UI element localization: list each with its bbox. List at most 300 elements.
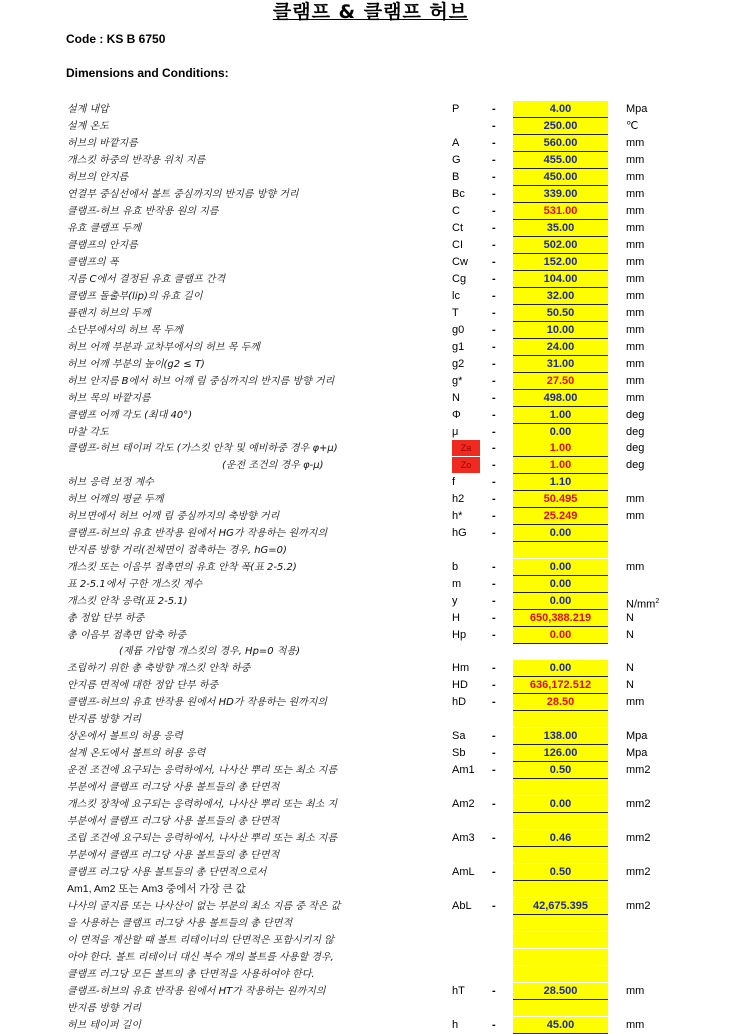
table-row bbox=[0, 728, 741, 745]
value-cell[interactable]: 531.00 bbox=[513, 203, 608, 220]
value-cell[interactable]: 4.00 bbox=[513, 101, 608, 118]
table-row bbox=[0, 186, 741, 203]
row-separator: - bbox=[492, 900, 496, 912]
row-label: 플랜지 허브의 두께 bbox=[67, 308, 151, 319]
value-cell[interactable] bbox=[513, 779, 608, 795]
unit-text: mm bbox=[626, 188, 645, 200]
row-separator: - bbox=[492, 205, 496, 217]
row-label: 유효 클램프 두께 bbox=[67, 223, 141, 234]
row-unit bbox=[626, 729, 647, 744]
row-label: 조립 조건에 요구되는 응력하에서, 나사산 뿌리 또는 최소 지름 bbox=[67, 833, 338, 844]
row-symbol: Hp bbox=[452, 629, 467, 641]
row-separator: - bbox=[492, 324, 496, 336]
row-symbol: y bbox=[452, 595, 458, 607]
row-separator: - bbox=[492, 764, 496, 776]
row-separator: - bbox=[492, 188, 496, 200]
table-row bbox=[0, 677, 741, 694]
row-label: 클램프 어깨 각도 (최대 40°) bbox=[67, 410, 193, 421]
table-row bbox=[0, 660, 741, 677]
row-label: 클램프 돌출부(lip)의 유효 길이 bbox=[67, 291, 203, 302]
table-row bbox=[0, 508, 741, 525]
row-symbol: Cw bbox=[452, 256, 468, 268]
row-unit bbox=[626, 441, 644, 456]
row-label: 지름 C에서 결정된 유효 클램프 간격 bbox=[67, 274, 226, 285]
value-cell[interactable]: 650,388.219 bbox=[513, 610, 608, 627]
value-cell[interactable]: 0.00 bbox=[513, 576, 608, 593]
table-row bbox=[0, 322, 741, 339]
row-unit bbox=[626, 678, 634, 693]
row-symbol: Φ bbox=[452, 409, 461, 421]
unit-text: mm2 bbox=[626, 764, 651, 776]
row-unit bbox=[626, 221, 644, 236]
table-row bbox=[0, 237, 741, 254]
row-unit bbox=[626, 984, 644, 999]
unit-text: mm bbox=[626, 696, 645, 708]
value-cell[interactable]: 32.00 bbox=[513, 288, 608, 305]
row-label: 개스킷 안착 응력(표 2-5.1) bbox=[67, 596, 188, 607]
value-cell[interactable]: 636,172.512 bbox=[513, 677, 608, 694]
unit-text: mm bbox=[626, 392, 645, 404]
row-symbol: Cg bbox=[452, 273, 467, 285]
row-label: 클램프의 안지름 bbox=[67, 240, 138, 251]
row-symbol: g2 bbox=[452, 358, 465, 370]
value-cell[interactable]: 138.00 bbox=[513, 728, 608, 745]
unit-text: deg bbox=[626, 426, 645, 438]
row-separator: - bbox=[492, 358, 496, 370]
value-cell[interactable] bbox=[513, 932, 608, 948]
row-unit bbox=[626, 306, 644, 321]
row-symbol: Am1 bbox=[452, 764, 475, 776]
row-separator: - bbox=[492, 832, 496, 844]
row-unit bbox=[626, 119, 638, 134]
row-label: 클램프 러그당 모든 볼트의 총 단면적을 사용하여야 한다. bbox=[67, 969, 315, 980]
table-row bbox=[0, 203, 741, 220]
row-unit bbox=[626, 695, 644, 710]
row-symbol: C bbox=[452, 205, 460, 217]
row-separator: - bbox=[492, 103, 496, 115]
unit-text: mm bbox=[626, 493, 645, 505]
row-unit bbox=[626, 187, 644, 202]
row-label: 이 면적을 계산할 때 볼트 리테이너의 단면적은 포함시키지 않 bbox=[67, 935, 334, 946]
value-cell[interactable]: 10.00 bbox=[513, 322, 608, 339]
table-row bbox=[0, 576, 741, 593]
row-unit bbox=[626, 408, 644, 423]
value-cell[interactable]: 502.00 bbox=[513, 237, 608, 254]
row-symbol: Sa bbox=[452, 730, 466, 742]
table-row bbox=[0, 966, 741, 983]
row-separator: - bbox=[492, 154, 496, 166]
row-unit bbox=[626, 340, 644, 355]
table-row bbox=[0, 457, 741, 474]
row-separator: - bbox=[492, 595, 496, 607]
row-separator: - bbox=[492, 1019, 496, 1031]
row-label: 허브 안지름 B에서 허브 어깨 림 중심까지의 반지름 방향 거리 bbox=[67, 376, 335, 387]
row-separator: - bbox=[492, 290, 496, 302]
row-unit bbox=[626, 509, 644, 524]
unit-text: mm bbox=[626, 561, 645, 573]
row-unit bbox=[626, 323, 644, 338]
row-symbol: g* bbox=[452, 375, 463, 387]
value-cell[interactable]: 25.249 bbox=[513, 508, 608, 525]
row-separator: - bbox=[492, 392, 496, 404]
row-unit bbox=[626, 492, 644, 507]
table-row bbox=[0, 593, 741, 610]
unit-text: mm bbox=[626, 1019, 645, 1031]
row-label: 클램프-허브의 유효 반작용 원에서 HG가 작용하는 원까지의 bbox=[67, 528, 328, 539]
row-symbol: hG bbox=[452, 527, 467, 539]
row-unit bbox=[626, 289, 644, 304]
table-row bbox=[0, 983, 741, 1000]
table-row bbox=[0, 390, 741, 407]
row-unit bbox=[626, 763, 650, 778]
value-cell[interactable]: 450.00 bbox=[513, 169, 608, 186]
table-row bbox=[0, 305, 741, 322]
row-label: 운전 조건에 요구되는 응력하에서, 나사산 뿌리 또는 최소 지름 bbox=[67, 765, 338, 776]
value-cell[interactable]: 152.00 bbox=[513, 254, 608, 271]
value-cell[interactable] bbox=[513, 813, 608, 829]
row-separator: - bbox=[492, 629, 496, 641]
row-symbol: f bbox=[452, 476, 456, 488]
row-label: 총 이음부 접촉면 압축 하중 bbox=[67, 630, 186, 641]
table-row bbox=[0, 474, 741, 491]
row-symbol: Hm bbox=[452, 662, 470, 674]
unit-text: deg bbox=[626, 442, 645, 454]
row-label: 연결부 중심선에서 볼트 중심까지의 반지름 방향 거리 bbox=[67, 189, 299, 200]
row-symbol: P bbox=[452, 103, 460, 115]
row-label: 부분에서 클램프 러그당 사용 볼트들의 총 단면적 bbox=[67, 782, 280, 793]
value-cell[interactable] bbox=[513, 1000, 608, 1016]
row-label: 설계 내압 bbox=[67, 104, 109, 115]
value-cell[interactable]: 339.00 bbox=[513, 186, 608, 203]
row-label: 개스킷 또는 이음부 접촉면의 유효 안착 폭(표 2-5.2) bbox=[67, 562, 297, 573]
row-label: 설계 온도 bbox=[67, 121, 109, 132]
table-row bbox=[0, 101, 741, 118]
unit-text: N bbox=[626, 662, 634, 674]
row-separator: - bbox=[492, 527, 496, 539]
row-label: 표 2-5.1에서 구한 개스킷 계수 bbox=[67, 579, 203, 590]
table-row bbox=[0, 356, 741, 373]
row-label: 클램프-허브의 유효 반작용 원에서 HD가 작용하는 원까지의 bbox=[67, 697, 328, 708]
row-symbol: Zo bbox=[452, 457, 480, 473]
row-unit bbox=[626, 357, 644, 372]
unit-text: mm bbox=[626, 222, 645, 234]
row-symbol: H bbox=[452, 612, 460, 624]
table-row bbox=[0, 559, 741, 576]
value-cell[interactable]: 1.10 bbox=[513, 474, 608, 491]
row-label: 허브의 안지름 bbox=[67, 172, 129, 183]
table-row bbox=[0, 1000, 741, 1017]
value-cell[interactable]: 50.50 bbox=[513, 305, 608, 322]
value-cell[interactable]: 0.00 bbox=[513, 525, 608, 542]
row-unit bbox=[626, 425, 644, 440]
row-separator: - bbox=[492, 493, 496, 505]
row-unit bbox=[626, 746, 647, 761]
unit-text: mm bbox=[626, 307, 645, 319]
table-row bbox=[0, 694, 741, 711]
table-row bbox=[0, 898, 741, 915]
row-separator: - bbox=[492, 409, 496, 421]
table-row bbox=[0, 643, 741, 660]
value-cell[interactable] bbox=[513, 881, 608, 897]
row-label: 허브 어깨의 평균 두께 bbox=[67, 494, 164, 505]
row-separator: - bbox=[492, 866, 496, 878]
value-cell[interactable] bbox=[513, 915, 608, 931]
row-symbol: CI bbox=[452, 239, 463, 251]
row-label: 부분에서 클램프 러그당 사용 볼트들의 총 단면적 bbox=[67, 850, 280, 861]
table-row bbox=[0, 830, 741, 847]
row-label: 설계 온도에서 볼트의 허용 응력 bbox=[67, 748, 206, 759]
row-label: 안지름 면적에 대한 정압 단부 하중 bbox=[67, 680, 219, 691]
row-unit bbox=[626, 255, 644, 270]
unit-text: Mpa bbox=[626, 747, 648, 759]
unit-text: mm bbox=[626, 154, 645, 166]
value-cell[interactable]: 0.46 bbox=[513, 830, 608, 847]
value-cell[interactable] bbox=[513, 711, 608, 727]
unit-text: deg bbox=[626, 409, 645, 421]
unit-text: mm2 bbox=[626, 832, 651, 844]
unit-text: mm bbox=[626, 341, 645, 353]
row-separator: - bbox=[492, 137, 496, 149]
row-separator: - bbox=[492, 426, 496, 438]
table-row bbox=[0, 932, 741, 949]
value-cell[interactable] bbox=[513, 966, 608, 982]
row-unit bbox=[626, 374, 644, 389]
row-label: 허브면에서 허브 어깨 림 중심까지의 축방향 거리 bbox=[67, 511, 280, 522]
row-symbol: B bbox=[452, 171, 460, 183]
value-cell[interactable]: 42,675.395 bbox=[513, 898, 608, 915]
row-symbol: Am2 bbox=[452, 798, 475, 810]
table-row bbox=[0, 169, 741, 186]
row-symbol: G bbox=[452, 154, 461, 166]
row-symbol: b bbox=[452, 561, 459, 573]
value-cell[interactable] bbox=[513, 847, 608, 863]
table-row bbox=[0, 525, 741, 542]
section-heading: Dimensions and Conditions: bbox=[66, 66, 229, 80]
row-label: 허브 테이퍼 길이 bbox=[67, 1020, 141, 1031]
row-unit bbox=[626, 1018, 644, 1033]
table-row bbox=[0, 135, 741, 152]
row-separator: - bbox=[492, 222, 496, 234]
row-symbol: g1 bbox=[452, 341, 465, 353]
value-cell[interactable]: 0.00 bbox=[513, 593, 608, 610]
value-cell[interactable]: 0.00 bbox=[513, 796, 608, 813]
row-label: 부분에서 클램프 러그당 사용 볼트들의 총 단면적 bbox=[67, 816, 280, 827]
row-symbol: g0 bbox=[452, 324, 465, 336]
row-label: 클램프-허브 유효 반작용 원의 지름 bbox=[67, 206, 219, 217]
unit-text: Mpa bbox=[626, 730, 648, 742]
value-cell[interactable]: 50.495 bbox=[513, 491, 608, 508]
row-label: 조립하기 위한 총 축방향 개스킷 안착 하중 bbox=[67, 663, 251, 674]
row-label: 총 정압 단부 하중 bbox=[67, 613, 145, 624]
value-cell[interactable]: 28.500 bbox=[513, 983, 608, 1000]
unit-text: N bbox=[626, 629, 634, 641]
row-label: 나사의 골지름 또는 나사산이 없는 부분의 최소 지름 중 작은 값 bbox=[67, 901, 341, 912]
row-label: 클램프-허브의 유효 반작용 원에서 HT가 작용하는 원까지의 bbox=[67, 986, 326, 997]
table-row bbox=[0, 745, 741, 762]
value-cell[interactable]: 498.00 bbox=[513, 390, 608, 407]
row-label: (제륨 가압형 개스킷의 경우, Hp=0 적용) bbox=[119, 646, 301, 657]
value-cell[interactable]: 455.00 bbox=[513, 152, 608, 169]
table-row bbox=[0, 424, 741, 441]
value-cell[interactable]: 27.50 bbox=[513, 373, 608, 390]
row-label: 상온에서 볼트의 허용 응력 bbox=[67, 731, 183, 742]
value-cell[interactable]: 24.00 bbox=[513, 339, 608, 356]
value-cell[interactable]: 1.00 bbox=[513, 407, 608, 424]
table-row bbox=[0, 542, 741, 559]
row-label: (운전 조건의 경우 φ-μ) bbox=[222, 460, 324, 471]
row-unit bbox=[626, 831, 650, 846]
value-cell[interactable]: 250.00 bbox=[513, 118, 608, 135]
table-row bbox=[0, 118, 741, 135]
value-cell[interactable]: 31.00 bbox=[513, 356, 608, 373]
value-cell[interactable]: 104.00 bbox=[513, 271, 608, 288]
table-row bbox=[0, 339, 741, 356]
unit-text: mm bbox=[626, 358, 645, 370]
row-unit bbox=[626, 458, 644, 473]
unit-text: mm bbox=[626, 985, 645, 997]
table-row bbox=[0, 864, 741, 881]
value-cell[interactable]: 35.00 bbox=[513, 220, 608, 237]
row-symbol: hT bbox=[452, 985, 465, 997]
row-separator: - bbox=[492, 239, 496, 251]
row-symbol: N bbox=[452, 392, 460, 404]
value-cell[interactable]: 28.50 bbox=[513, 694, 608, 711]
row-label: 반지름 방향 거리 bbox=[67, 714, 141, 725]
value-cell[interactable] bbox=[513, 949, 608, 965]
row-unit bbox=[626, 899, 650, 914]
row-label: 허브 응력 보정 계수 bbox=[67, 477, 154, 488]
value-cell[interactable]: 1.00 bbox=[513, 440, 608, 457]
row-symbol: HD bbox=[452, 679, 468, 691]
value-cell[interactable]: 0.00 bbox=[513, 559, 608, 576]
unit-text: ℃ bbox=[626, 120, 639, 132]
row-separator: - bbox=[492, 341, 496, 353]
table-row bbox=[0, 373, 741, 390]
table-row bbox=[0, 949, 741, 966]
table-row bbox=[0, 152, 741, 169]
table-row bbox=[0, 847, 741, 864]
table-row bbox=[0, 711, 741, 728]
unit-text: mm bbox=[626, 510, 645, 522]
row-separator: - bbox=[492, 375, 496, 387]
row-separator: - bbox=[492, 510, 496, 522]
row-separator: - bbox=[492, 696, 496, 708]
row-label: 소단부에서의 허브 목 두께 bbox=[67, 325, 183, 336]
table-row bbox=[0, 881, 741, 898]
row-label: 반지름 방향 거리 bbox=[67, 1003, 141, 1014]
row-separator: - bbox=[492, 256, 496, 268]
row-symbol: Sb bbox=[452, 747, 466, 759]
value-cell[interactable]: 45.00 bbox=[513, 1017, 608, 1034]
value-cell[interactable]: 0.00 bbox=[513, 627, 608, 644]
table-row bbox=[0, 915, 741, 932]
row-separator: - bbox=[492, 798, 496, 810]
row-separator: - bbox=[492, 561, 496, 573]
row-separator: - bbox=[492, 120, 496, 132]
row-symbol: hD bbox=[452, 696, 467, 708]
unit-text: mm bbox=[626, 273, 645, 285]
table-row bbox=[0, 1017, 741, 1034]
table-row bbox=[0, 407, 741, 424]
row-label: 아야 한다. 볼트 리테이너 대신 복수 개의 볼트를 사용할 경우, bbox=[67, 952, 334, 963]
row-separator: - bbox=[492, 662, 496, 674]
row-symbol: Ct bbox=[452, 222, 463, 234]
unit-text: N bbox=[626, 612, 634, 624]
table-row bbox=[0, 779, 741, 796]
row-symbol: Za bbox=[452, 440, 480, 456]
row-label: Am1, Am2 또는 Am3 중에서 가장 큰 값 bbox=[67, 883, 246, 895]
row-symbol: h2 bbox=[452, 493, 465, 505]
row-symbol: Bc bbox=[452, 188, 465, 200]
table-row bbox=[0, 491, 741, 508]
row-unit bbox=[626, 661, 634, 676]
row-label: 마찰 각도 bbox=[67, 427, 109, 438]
page-title: 클램프 & 클램프 허브 bbox=[272, 1, 469, 23]
unit-text: mm bbox=[626, 375, 645, 387]
row-separator: - bbox=[492, 679, 496, 691]
row-label: 반지름 방향 거리(전체면이 접촉하는 경우, hG=0) bbox=[67, 545, 287, 556]
row-label: 개스킷 하중의 반작용 위치 지름 bbox=[67, 155, 206, 166]
table-row bbox=[0, 813, 741, 830]
unit-text: deg bbox=[626, 459, 645, 471]
value-cell[interactable]: 1.00 bbox=[513, 457, 608, 474]
row-label: 허브 어깨 부분의 높이(g2 ≤ T) bbox=[67, 359, 205, 370]
unit-text: N bbox=[626, 679, 634, 691]
row-unit bbox=[626, 170, 644, 185]
row-symbol: h bbox=[452, 1019, 459, 1031]
unit-text: mm2 bbox=[626, 866, 651, 878]
row-label: 허브 목의 바깥지름 bbox=[67, 393, 151, 404]
row-symbol: h* bbox=[452, 510, 463, 522]
row-unit bbox=[626, 628, 634, 643]
value-cell[interactable] bbox=[513, 542, 608, 558]
row-unit bbox=[626, 611, 634, 626]
table-row bbox=[0, 271, 741, 288]
row-unit bbox=[626, 560, 644, 575]
row-separator: - bbox=[492, 578, 496, 590]
unit-text: mm bbox=[626, 324, 645, 336]
row-separator: - bbox=[492, 985, 496, 997]
value-cell[interactable]: 560.00 bbox=[513, 135, 608, 152]
row-separator: - bbox=[492, 307, 496, 319]
table-row bbox=[0, 440, 741, 457]
row-label: 클램프-허브 테이퍼 각도 (가스킷 안착 및 예비하중 경우 φ+μ) bbox=[67, 443, 338, 454]
table-row bbox=[0, 627, 741, 644]
unit-text: mm bbox=[626, 290, 645, 302]
code-label: Code : KS B 6750 bbox=[66, 32, 166, 46]
row-symbol: Am3 bbox=[452, 832, 475, 844]
table-row bbox=[0, 254, 741, 271]
row-separator: - bbox=[492, 476, 496, 488]
value-cell[interactable]: 0.50 bbox=[513, 762, 608, 779]
value-cell[interactable]: 0.00 bbox=[513, 660, 608, 677]
row-label: 클램프 러그당 사용 볼트들의 총 단면적으로서 bbox=[67, 867, 267, 878]
value-cell[interactable]: 126.00 bbox=[513, 745, 608, 762]
row-symbol: AbL bbox=[452, 900, 472, 912]
row-symbol: AmL bbox=[452, 866, 475, 878]
row-separator: - bbox=[492, 459, 496, 471]
row-separator: - bbox=[492, 273, 496, 285]
row-label: 허브 어깨 부분과 교차부에서의 허브 목 두께 bbox=[67, 342, 260, 353]
table-row bbox=[0, 288, 741, 305]
table-row bbox=[0, 610, 741, 627]
row-symbol: T bbox=[452, 307, 459, 319]
row-unit bbox=[626, 204, 644, 219]
value-cell[interactable]: 0.00 bbox=[513, 424, 608, 441]
value-cell[interactable]: 0.50 bbox=[513, 864, 608, 881]
unit-text: mm bbox=[626, 256, 645, 268]
row-label: 개스킷 장착에 요구되는 응력하에서, 나사산 뿌리 또는 최소 지 bbox=[67, 799, 338, 810]
